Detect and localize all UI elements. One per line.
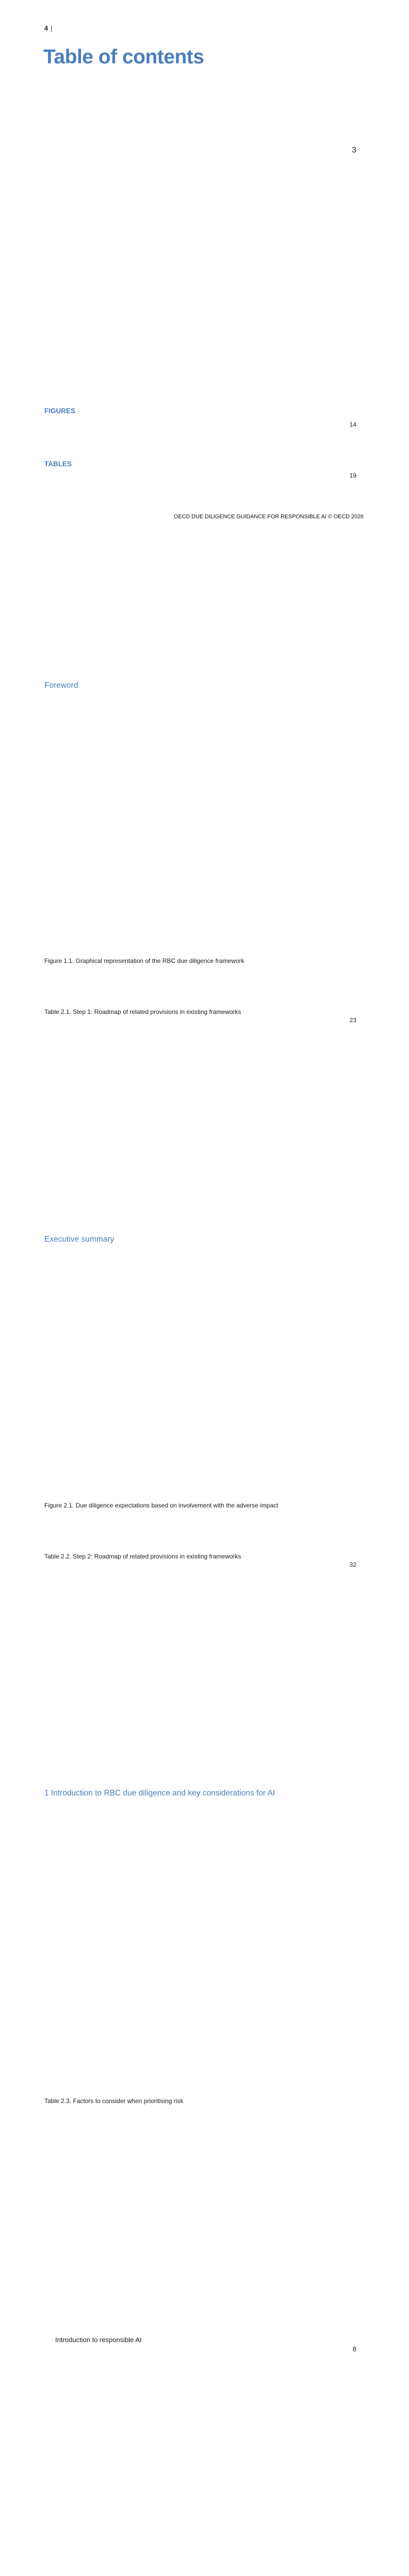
toc-entry-label[interactable]: Foreword xyxy=(44,681,78,690)
table-entry-page-number[interactable]: 19 xyxy=(333,471,356,1016)
toc-entry-page-number[interactable]: 3 xyxy=(333,146,356,690)
page-title: Table of contents xyxy=(43,46,204,68)
tables-list xyxy=(44,471,356,2105)
table-entry-label[interactable]: Table 2.2. Step 2: Roadmap of related provisions in existing frameworks xyxy=(44,1553,241,1560)
page-header xyxy=(44,25,52,32)
figure-entry-page-number[interactable]: 14 xyxy=(333,420,356,965)
figure-entry-label[interactable]: Figure 1.1. Graphical representation of the RBC due diligence framework xyxy=(44,957,244,964)
figure-entry-label[interactable]: Figure 2.1. Due diligence expectations based on involvement with the adverse impact xyxy=(44,1502,279,1509)
table-entry-label[interactable]: Table 2.1. Step 1: Roadmap of related provisions in existing frameworks xyxy=(44,1008,241,1015)
header-page-number: 4 xyxy=(44,25,48,32)
table-entry[interactable] xyxy=(44,1561,356,2105)
toc-entry-page-number[interactable]: 8 xyxy=(333,2345,356,2576)
tables-section xyxy=(44,460,356,2105)
table-entry-label[interactable]: Table 2.3. Factors to consider when prioritising risk xyxy=(44,2097,184,2105)
header-separator: | xyxy=(50,25,53,32)
toc-entry-label[interactable]: 1 Introduction to RBC due diligence and key considerations for AI xyxy=(44,1789,275,1798)
toc-entry-label[interactable]: Executive summary xyxy=(44,1235,114,1244)
tables-heading: TABLES xyxy=(44,460,72,468)
table-entry-page-number[interactable]: 23 xyxy=(333,1016,356,1561)
figures-heading: FIGURES xyxy=(44,407,76,415)
table-entry-page-number[interactable]: 32 xyxy=(333,1561,356,2105)
table-entry[interactable] xyxy=(44,471,356,1016)
table-entry[interactable] xyxy=(44,1016,356,1561)
toc-entry[interactable] xyxy=(44,2345,356,2576)
toc-entry-label[interactable]: Introduction to responsible AI xyxy=(55,2335,142,2344)
page-footer: OECD DUE DILIGENCE GUIDANCE FOR RESPONSIBLE AI © OECD 2026 xyxy=(174,514,364,520)
